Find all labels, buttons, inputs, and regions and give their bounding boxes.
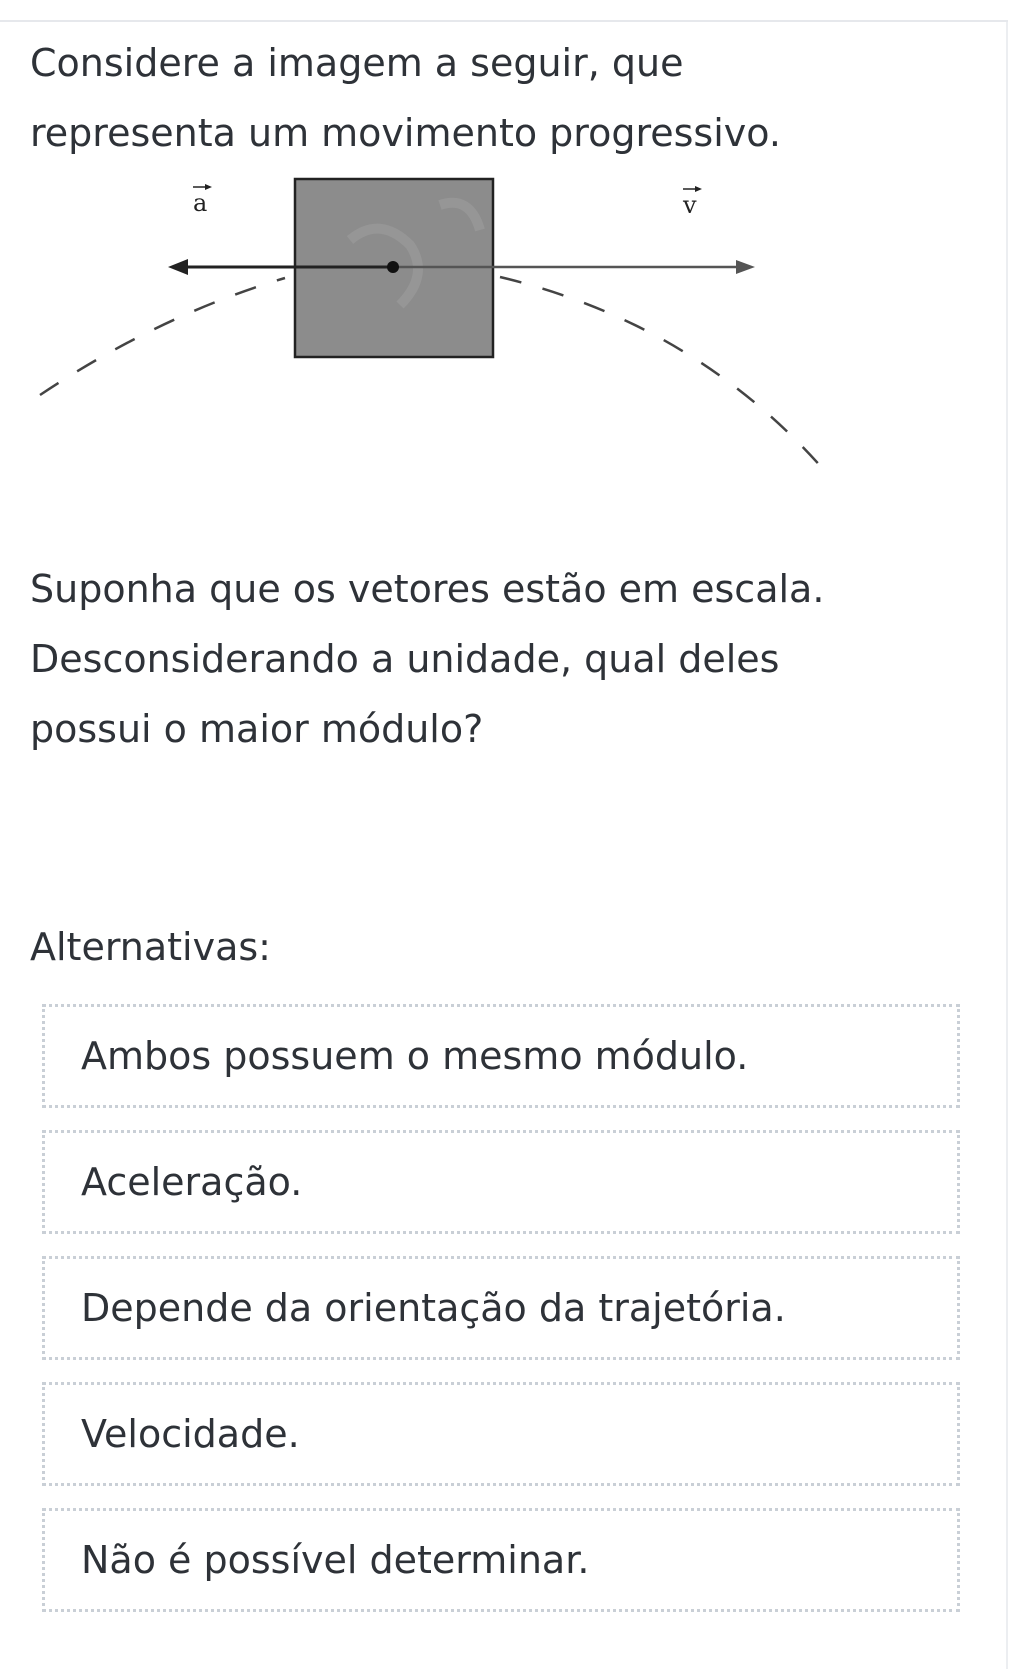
- velocity-arrowhead: [736, 260, 755, 274]
- right-divider: [1006, 22, 1008, 1669]
- question-body-line: possui o maior módulo?: [30, 707, 484, 751]
- alternative-label: Depende da orientação da trajetória.: [81, 1286, 786, 1330]
- question-body-line: Suponha que os vetores estão em escala.: [30, 567, 825, 611]
- question-intro-line: representa um movimento progressivo.: [30, 111, 781, 155]
- motion-figure: [0, 175, 960, 530]
- vector-a-label: a: [193, 189, 208, 217]
- top-divider: [0, 20, 1008, 22]
- alternatives-list: [42, 1004, 960, 1612]
- question-body: [30, 554, 930, 764]
- alternative-option[interactable]: [42, 1508, 960, 1612]
- alternative-label: Velocidade.: [81, 1412, 300, 1456]
- vector-v-label: v: [683, 191, 697, 219]
- alternatives-heading: Alternativas:: [30, 925, 271, 969]
- center-dot: [387, 261, 399, 273]
- alternative-label: Aceleração.: [81, 1160, 303, 1204]
- acceleration-arrowhead: [168, 259, 188, 275]
- alternative-option[interactable]: [42, 1004, 960, 1108]
- question-body-line: Desconsiderando a unidade, qual deles: [30, 637, 780, 681]
- alternative-label: Não é possível determinar.: [81, 1538, 590, 1582]
- alternative-option[interactable]: [42, 1130, 960, 1234]
- alternative-option[interactable]: [42, 1256, 960, 1360]
- vector-v-label-group: [682, 186, 702, 219]
- alternative-option[interactable]: [42, 1382, 960, 1486]
- question-intro-line: Considere a imagem a seguir, que: [30, 41, 684, 85]
- vector-a-label-group: [193, 184, 212, 217]
- question-intro: [30, 28, 930, 168]
- alternative-label: Ambos possuem o mesmo módulo.: [81, 1034, 749, 1078]
